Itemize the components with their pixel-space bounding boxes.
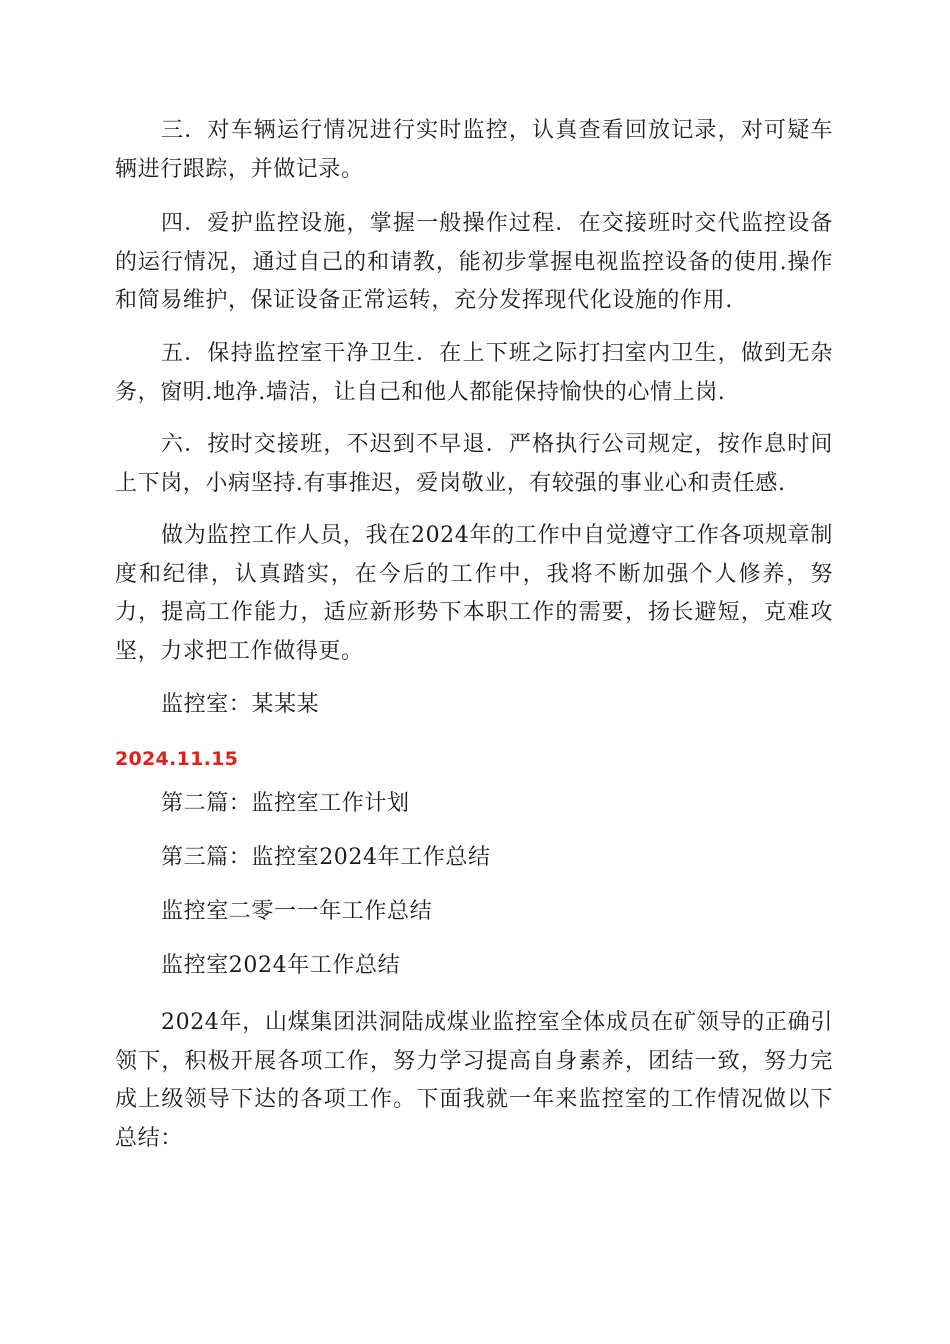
signature-line: 监控室：某某某 xyxy=(161,692,320,717)
heading-2011-summary: 监控室二零一一年工作总结 xyxy=(161,899,433,924)
heading-part-two: 第二篇：监控室工作计划 xyxy=(161,791,410,816)
paragraph-item-3: 三．对车辆运行情况进行实时监控，认真查看回放记录，对可疑车辆进行跟踪，并做记录。 xyxy=(115,118,833,182)
paragraph-closing: 2024年，山煤集团洪洞陆成煤业监控室全体成员在矿领导的正确引领下，积极开展各项工作，努力学习提高自身素养，团结一致，努力完成上级领导下达的各项工作。下面我就一年来监控室的工作情况做以下总结： xyxy=(115,1010,833,1151)
paragraph-item-6: 六．按时交接班，不迟到不早退．严格执行公司规定，按作息时间上下岗，小病坚持.有事推迟，爱岗敬业，有较强的事业心和责任感. xyxy=(115,432,833,496)
paragraph-summary: 做为监控工作人员，我在2024年的工作中自觉遵守工作各项规章制度和纪律，认真踏实，在今后的工作中，我将不断加强个人修养，努力，提高工作能力，适应新形势下本职工作的需要，扬长避短，克难攻坚，力求把工作做得更。 xyxy=(115,523,833,664)
heading-part-three: 第三篇：监控室2024年工作总结 xyxy=(161,845,491,870)
paragraph-item-4: 四．爱护监控设施，掌握一般操作过程．在交接班时交代监控设备的运行情况，通过自己的和请教，能初步掌握电视监控设备的使用.操作和简易维护，保证设备正常运转，充分发挥现代化设施的作用. xyxy=(115,211,833,313)
heading-2024-summary: 监控室2024年工作总结 xyxy=(161,953,401,978)
paragraph-item-5: 五．保持监控室干净卫生．在上下班之际打扫室内卫生，做到无杂务，窗明.地净.墙洁，让自己和他人都能保持愉快的心情上岗. xyxy=(115,341,833,405)
document-date: 2024.11.15 xyxy=(115,748,239,770)
